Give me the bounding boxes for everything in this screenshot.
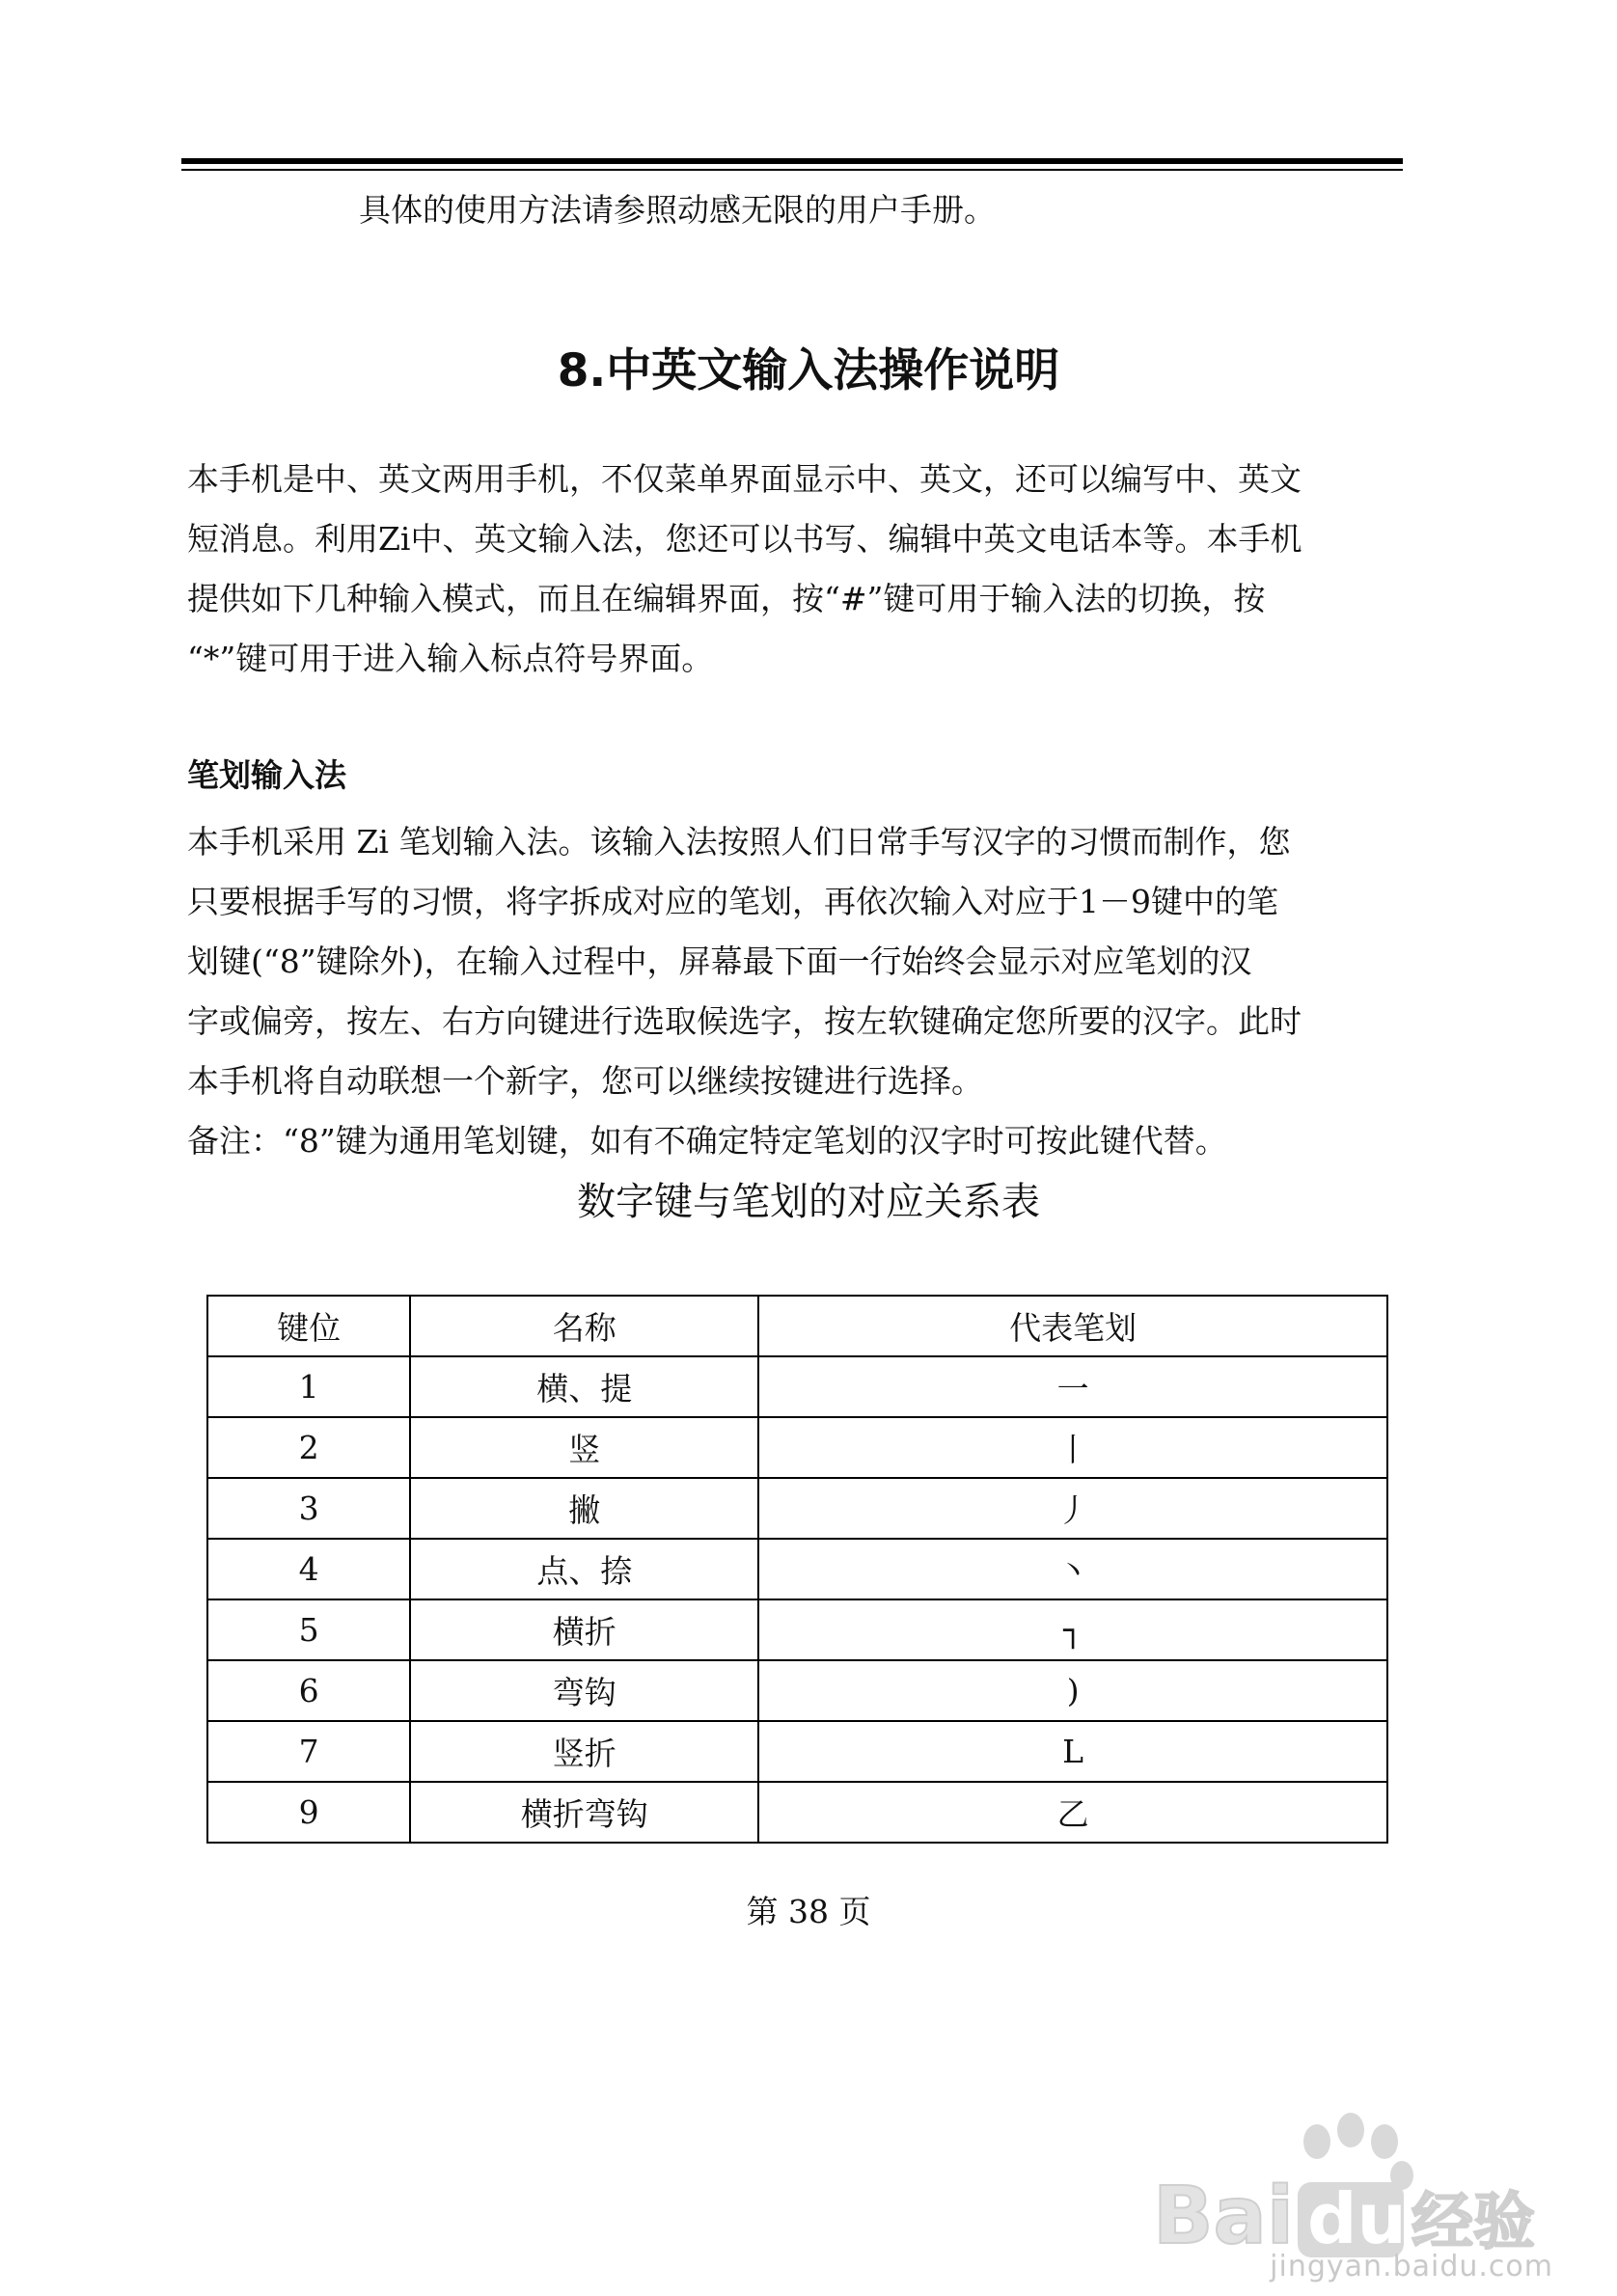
text-line: 只要根据手写的习惯，将字拆成对应的笔划，再依次输入对应于1－9键中的笔 bbox=[187, 883, 1278, 920]
page-number: 第 38 页 bbox=[746, 1893, 871, 1930]
cell-name: 横折 bbox=[410, 1599, 758, 1660]
intro-line: 具体的使用方法请参照动感无限的用户手册。 bbox=[359, 191, 996, 229]
column-header-name: 名称 bbox=[410, 1296, 758, 1356]
cell-stroke: 乙 bbox=[758, 1782, 1387, 1843]
cell-key: 2 bbox=[207, 1417, 410, 1478]
text-line: 字或偏旁，按左、右方向键进行选取候选字，按左软键确定您所要的汉字。此时 bbox=[187, 1002, 1302, 1040]
cell-stroke: L bbox=[758, 1721, 1387, 1782]
svg-text:du: du bbox=[1307, 2178, 1407, 2259]
cell-stroke: 一 bbox=[758, 1356, 1387, 1417]
cell-stroke: 丶 bbox=[758, 1539, 1387, 1599]
text-line: 本手机是中、英文两用手机，不仅菜单界面显示中、英文，还可以编写中、英文 bbox=[187, 460, 1302, 498]
column-header-key: 键位 bbox=[207, 1296, 410, 1356]
cell-stroke: ┐ bbox=[758, 1599, 1387, 1660]
text-line: 本手机采用 Zi 笔划输入法。该输入法按照人们日常手写汉字的习惯而制作，您 bbox=[187, 823, 1291, 861]
header-rule-thin bbox=[181, 169, 1403, 171]
text-line: 提供如下几种输入模式，而且在编辑界面，按“#”键可用于输入法的切换，按 bbox=[187, 580, 1266, 617]
note-line: 备注：“8”键为通用笔划键，如有不确定特定笔划的汉字时可按此键代替。 bbox=[187, 1122, 1227, 1160]
cell-name: 撇 bbox=[410, 1478, 758, 1539]
subsection-title: 笔划输入法 bbox=[187, 756, 346, 794]
table-row bbox=[207, 1782, 1387, 1843]
cell-key: 3 bbox=[207, 1478, 410, 1539]
cell-key: 1 bbox=[207, 1356, 410, 1417]
paragraph-intro bbox=[187, 450, 1405, 689]
table-row bbox=[207, 1539, 1387, 1599]
table-row bbox=[207, 1356, 1387, 1417]
cell-name: 点、捺 bbox=[410, 1539, 758, 1599]
text-line: 短消息。利用Zi中、英文输入法，您还可以书写、编辑中英文电话本等。本手机 bbox=[187, 520, 1302, 558]
table-row bbox=[207, 1660, 1387, 1721]
cell-key: 9 bbox=[207, 1782, 410, 1843]
header-rule-thick bbox=[181, 158, 1403, 164]
cell-key: 4 bbox=[207, 1539, 410, 1599]
paragraph-stroke-input bbox=[187, 812, 1405, 1171]
table-row bbox=[207, 1478, 1387, 1539]
text-line: 本手机将自动联想一个新字，您可以继续按键进行选择。 bbox=[187, 1062, 983, 1100]
table-row bbox=[207, 1599, 1387, 1660]
stroke-table bbox=[206, 1295, 1388, 1844]
cell-name: 竖 bbox=[410, 1417, 758, 1478]
cell-key: 5 bbox=[207, 1599, 410, 1660]
table-row bbox=[207, 1721, 1387, 1782]
table-row bbox=[207, 1417, 1387, 1478]
text-line: 划键(“8”键除外)，在输入过程中，屏幕最下面一行始终会显示对应笔划的汉 bbox=[187, 943, 1252, 980]
section-title: 8.中英文输入法操作说明 bbox=[557, 344, 1060, 397]
cell-stroke: 丨 bbox=[758, 1417, 1387, 1478]
svg-text:Bai: Bai bbox=[1153, 2171, 1294, 2262]
text-line: “*”键可用于进入输入标点符号界面。 bbox=[187, 640, 714, 677]
cell-name: 横、提 bbox=[410, 1356, 758, 1417]
cell-key: 6 bbox=[207, 1660, 410, 1721]
watermark-url: jingyan.baidu.com bbox=[1270, 2250, 1553, 2283]
cell-stroke: 丿 bbox=[758, 1478, 1387, 1539]
svg-text:经验: 经验 bbox=[1411, 2187, 1535, 2258]
table-header-row bbox=[207, 1296, 1387, 1356]
cell-name: 弯钩 bbox=[410, 1660, 758, 1721]
column-header-stroke: 代表笔划 bbox=[758, 1296, 1387, 1356]
cell-name: 横折弯钩 bbox=[410, 1782, 758, 1843]
cell-key: 7 bbox=[207, 1721, 410, 1782]
cell-name: 竖折 bbox=[410, 1721, 758, 1782]
cell-stroke: ) bbox=[758, 1660, 1387, 1721]
table-title: 数字键与笔划的对应关系表 bbox=[577, 1180, 1040, 1224]
